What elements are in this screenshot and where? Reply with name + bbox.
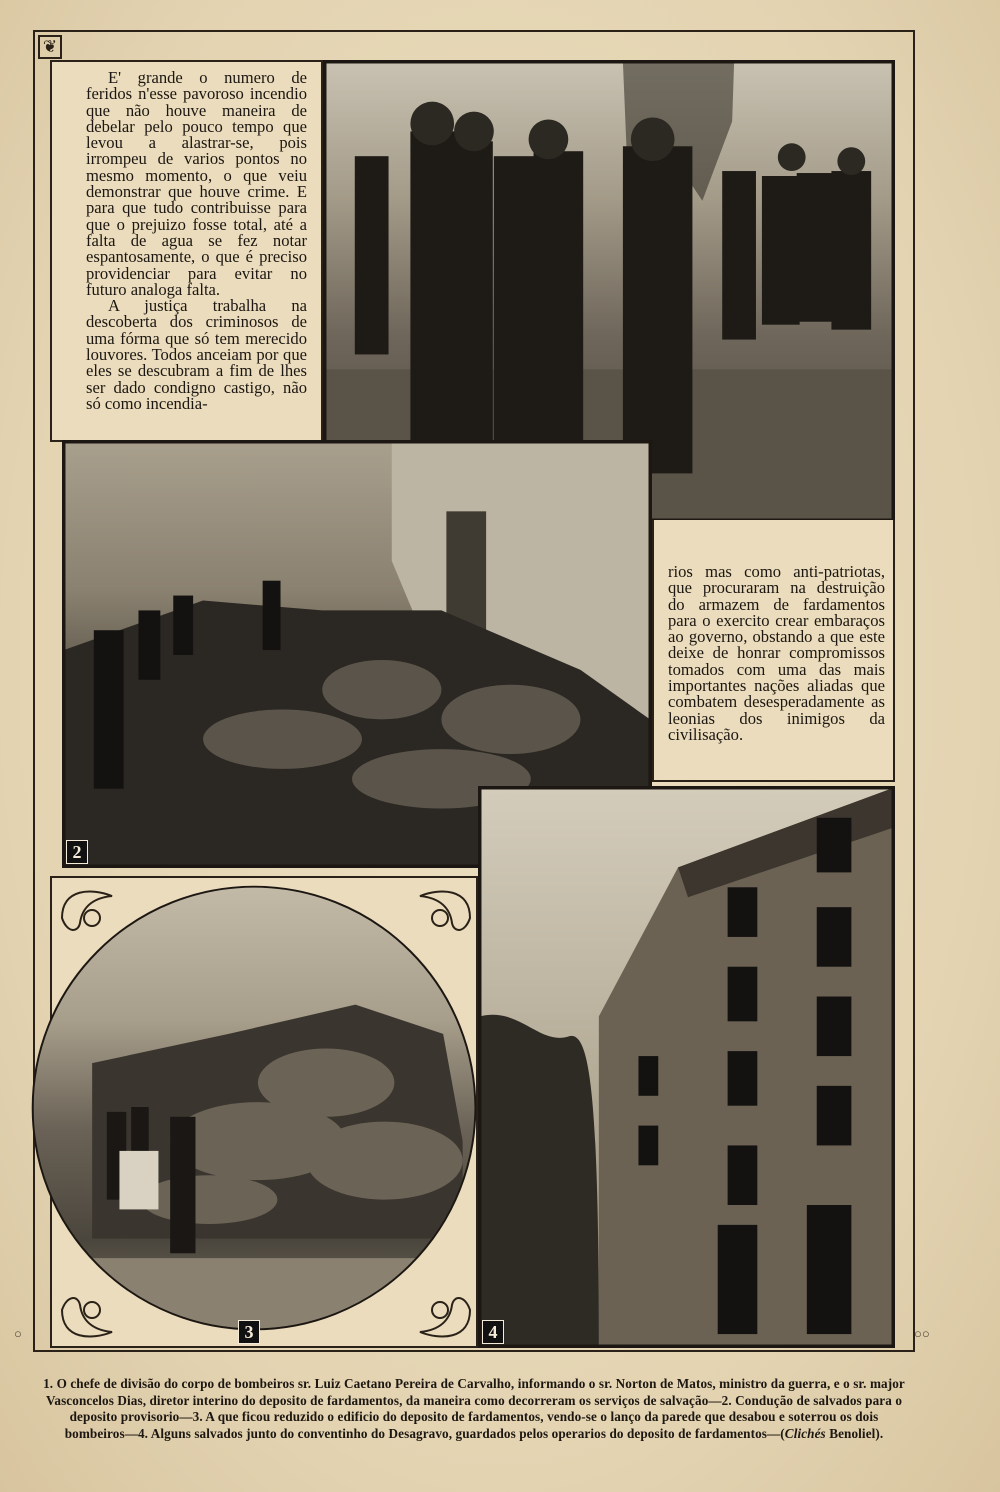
photo-2-number: 2 [66, 840, 88, 864]
ornament-icon: ❦ [38, 35, 62, 59]
caption-text: 1. O chefe de divisão do corpo de bombeiros sr. Luiz Caetano Pereira de Carvalho, informando o sr. Norton de Matos, ministro da guerra, e o sr. major Vasconcelos Dias, diretor interino do deposito de fardamentos, da maneira como decorreram os serviços de salvação—2. Condução de salvados para o deposito provisorio—3. A que ficou reduzido o edificio do deposito de fardamentos, vendo-se o lanço da parede que desabou e soterrou os dois bombeiros—4. Alguns salvados junto do conventinho do Desagravo, guardados pelos operarios do deposito de fardamentos—( [43, 1376, 905, 1441]
article-paragraph-1: E' grande o numero de feridos n'esse pavoroso incendio que não houve maneira de debelar pelo pouco tempo que levou a alastrar-se, pois irrompeu de varios pontos no mesmo momento, o que veiu demonstrar que houve crime. E para que tudo contribuisse para que o prejuizo fosse total, até a falta de agua se fez notar espantosamente, o que é preciso providenciar para evitar no futuro analoga falta. [86, 68, 307, 299]
photo-3-number: 3 [238, 1320, 260, 1344]
article-text-column [86, 70, 307, 412]
article-continuation-column [668, 564, 885, 743]
article-paragraph-2: A justiça trabalha na descoberta dos criminosos de uma fórma que só tem merecido louvores. Todos anceiam por que eles se descubram a fim de lhes ser dado condigno castigo, não só como incendia- [86, 296, 307, 413]
photo-3-illustration [34, 888, 477, 1331]
article-text-block-1 [50, 60, 323, 442]
caption-credit-name: Benoliel). [825, 1425, 884, 1441]
page-edge-mark-right: ○○ [914, 1326, 930, 1341]
article-text-block-2 [652, 520, 895, 782]
article-continuation: rios mas como anti-patriotas, que procuraram na destruição do armazem de fardamentos para o exercito crear embaraços ao governo, obstando a que este deixe de honrar compromissos tomados com uma das mais importantes nações aliadas que combatem desesperadamente as leonias dos inimigos da civilisação. [668, 562, 885, 744]
photo-3-frame [50, 876, 478, 1348]
page-edge-mark-left: ○ [14, 1326, 22, 1341]
photo-burned-building [478, 786, 895, 1348]
photo-salvaged-goods-depot [32, 886, 477, 1331]
photo-4-illustration [480, 788, 893, 1346]
caption-credit: Clichés [784, 1425, 826, 1441]
photo-caption [40, 1376, 908, 1442]
photo-4-number: 4 [482, 1320, 504, 1344]
